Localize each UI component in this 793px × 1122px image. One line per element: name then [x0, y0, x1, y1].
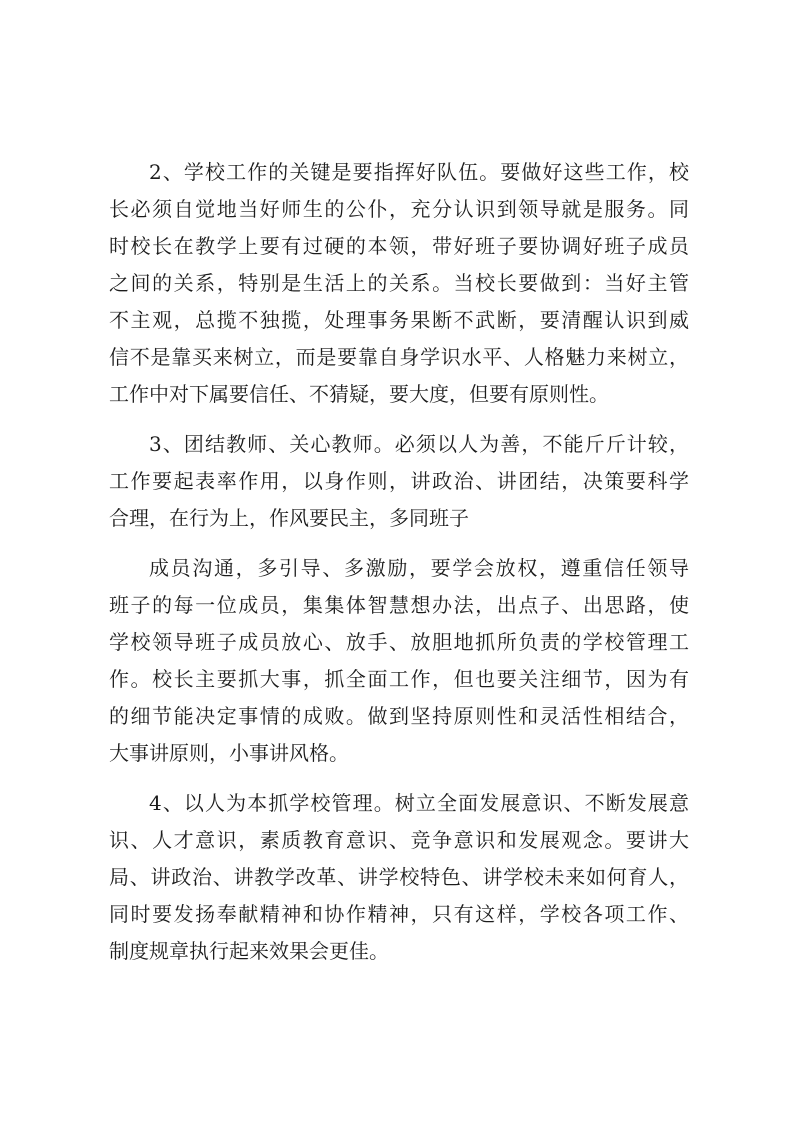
text-line: 4、以人为本抓学校管理。树立全面发展意识、不断发展意 [149, 791, 689, 815]
text-line: 识、人才意识，素质教育意识、竞争意识和发展观念。要讲大 [109, 828, 689, 852]
text-line: 学校领导班子成员放心、放手、放胆地抓所负责的学校管理工 [109, 630, 689, 654]
paragraph-2-team-leadership [109, 154, 689, 413]
text-line: 之间的关系，特别是生活上的关系。当校长要做到：当好主管 [109, 271, 689, 295]
text-line: 长必须自觉地当好师生的公仆，充分认识到领导就是服务。同 [109, 197, 689, 221]
document-body [109, 154, 689, 983]
text-line: 制度规章执行起来效果会更佳。 [109, 939, 389, 963]
text-line: 工作要起表率作用，以身作则，讲政治、讲团结，决策要科学 [109, 469, 689, 493]
text-line: 工作中对下属要信任、不猜疑，要大度，但要有原则性。 [109, 382, 609, 406]
text-line: 局、讲政治、讲教学改革、讲学校特色、讲学校未来如何育人， [109, 865, 689, 889]
text-line: 2、学校工作的关键是要指挥好队伍。要做好这些工作，校 [149, 160, 689, 184]
text-line: 作。校长主要抓大事，抓全面工作，但也要关注细节，因为有 [109, 667, 689, 691]
text-line: 同时要发扬奉献精神和协作精神，只有这样，学校各项工作、 [109, 902, 689, 926]
text-line: 不主观，总揽不独揽，处理事务果断不武断，要清醒认识到威 [109, 308, 689, 332]
text-line: 时校长在教学上要有过硬的本领，带好班子要协调好班子成员 [109, 234, 689, 258]
text-line: 成员沟通，多引导、多激励，要学会放权，遵重信任领导 [149, 556, 689, 580]
text-line: 信不是靠买来树立，而是要靠自身学识水平、人格魅力来树立， [109, 345, 689, 369]
text-line: 的细节能决定事情的成败。做到坚持原则性和灵活性相结合， [109, 704, 689, 728]
paragraph-4-people-oriented [109, 785, 689, 970]
paragraph-3-unite-teachers [109, 426, 689, 537]
text-line: 班子的每一位成员，集集体智慧想办法，出点子、出思路，使 [109, 593, 689, 617]
text-line: 合理，在行为上，作风要民主，多同班子 [109, 506, 469, 530]
text-line: 3、团结教师、关心教师。必须以人为善，不能斤斤计较， [149, 432, 689, 456]
text-line: 大事讲原则，小事讲风格。 [109, 741, 349, 765]
paragraph-3-continued [109, 550, 689, 772]
